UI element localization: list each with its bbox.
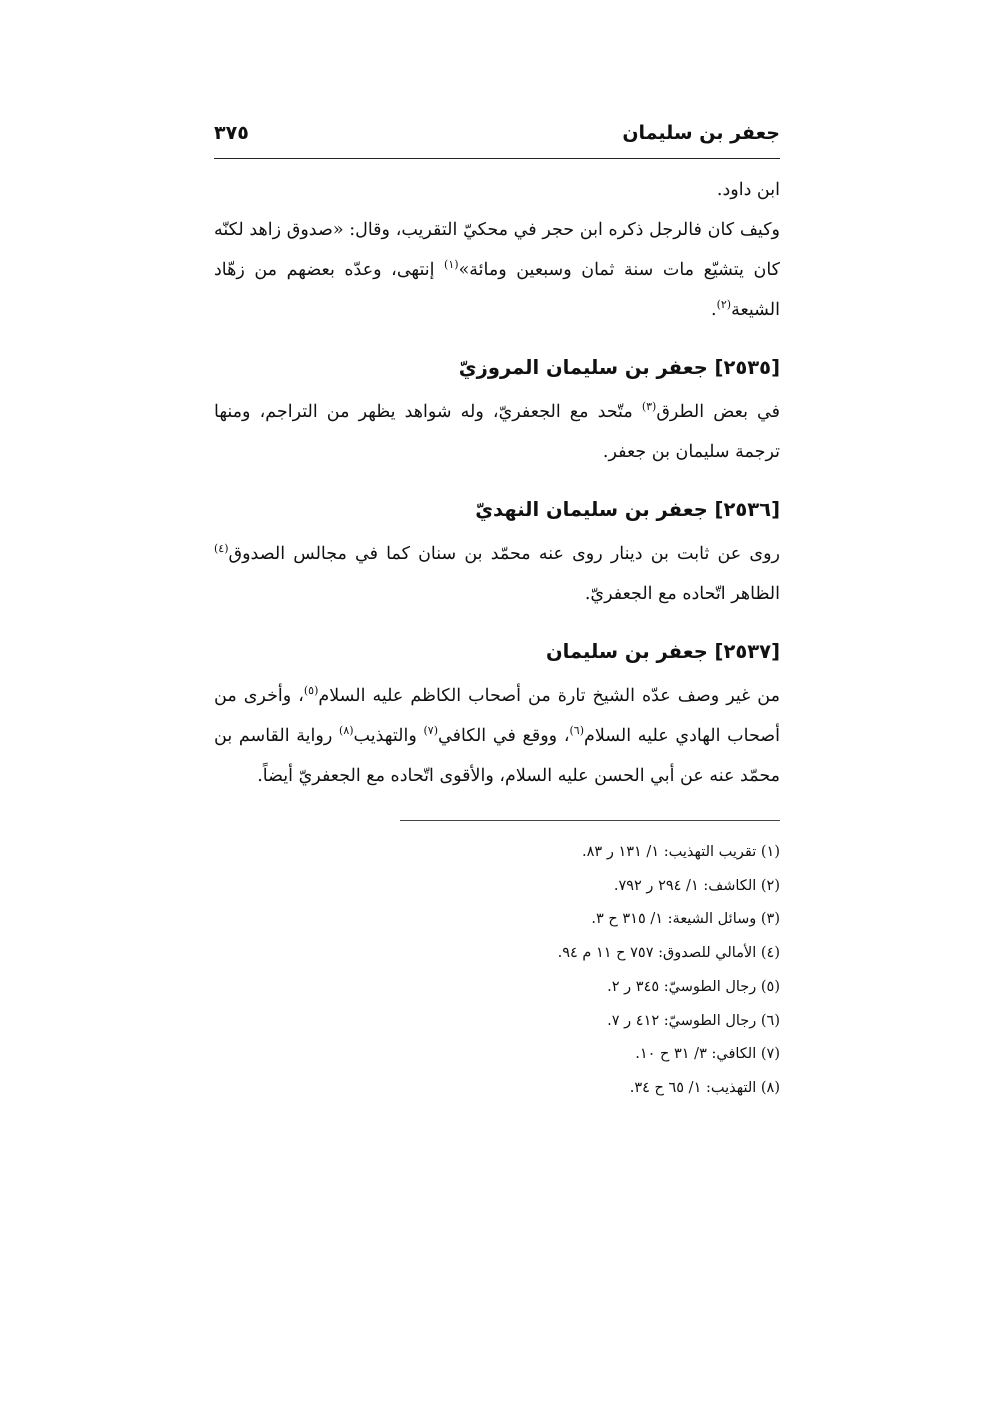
footnote-1: (١) تقريب التهذيب: ١/ ١٣١ ر ٨٣.: [582, 844, 780, 860]
footnote-ref-3[interactable]: (٣): [641, 400, 657, 414]
footnote-ref-7[interactable]: (٧): [423, 724, 439, 738]
text-segment: الظاهر اتّحاده مع الجعفريّ.: [584, 584, 780, 604]
footnote-8: (٨) التهذيب: ١/ ٦٥ ح ٣٤.: [629, 1079, 780, 1096]
footnote-ref-5[interactable]: (٥): [303, 684, 319, 698]
text-segment: وكيف كان فالرجل ذكره ابن حجر في محكيّ التقريب، وقال: «صدوق زاهد لكنّه كان يتشيّع مات سنة ثمان وسبعين ومائة»: [214, 220, 781, 280]
footnote-3: (٣) وسائل الشيعة: ١/ ٣١٥ ح ٣.: [591, 911, 780, 928]
text-segment: إنتهى، وعدّه بعضهم من زهّاد الشيعة: [214, 260, 780, 320]
footnote-6: (٦) رجال الطوسيّ: ٤١٢ ر ٧.: [607, 1012, 780, 1029]
footnote-4: (٤) الأمالي للصدوق: ٧٥٧ ح ١١ م ٩٤.: [557, 945, 780, 962]
text-segment: ، ووقع في الكافي: [438, 726, 570, 746]
footnote-7: (٧) الكافي: ٣/ ٣١ ح ١٠.: [635, 1046, 780, 1063]
entry-text-2536: [214, 534, 780, 614]
footnote-ref-2[interactable]: (٢): [716, 298, 732, 312]
paragraph-ibn-hajar: [214, 210, 780, 330]
text-segment: متّحد مع الجعفريّ، وله شواهد يظهر من التراجم، ومنها ترجمة سليمان بن جعفر.: [214, 402, 780, 462]
entry-title-2537: [٢٥٣٧] جعفر بن سليمان: [545, 640, 780, 663]
paragraph-continuation: ابن داود.: [716, 180, 780, 200]
entry-title-2535: [٢٥٣٥] جعفر بن سليمان المروزيّ: [458, 356, 780, 379]
page-body: [214, 170, 780, 796]
entry-text-2537: [214, 676, 780, 796]
page-number: ٣٧٥: [214, 122, 249, 144]
footnote-ref-1[interactable]: (١): [444, 258, 459, 272]
footnote-ref-8[interactable]: (٨): [339, 724, 354, 738]
footnote-divider: [400, 820, 780, 821]
entry-text-2535: [214, 392, 780, 472]
text-segment: روى عن ثابت بن دينار روى عنه محمّد بن سنان كما في مجالس الصدوق: [228, 544, 780, 564]
footnote-ref-6[interactable]: (٦): [569, 724, 584, 738]
text-segment: رواية القاسم بن محمّد عنه عن أبي الحسن عليه السلام، والأقوى اتّحاده مع الجعفريّ أيضاً.: [214, 726, 780, 786]
footnote-5: (٥) رجال الطوسيّ: ٣٤٥ ر ٢.: [607, 978, 780, 995]
page-header: [214, 118, 780, 159]
text-segment: ، وأخرى من أصحاب الهادي عليه السلام: [214, 686, 781, 746]
text-segment: من غير وصف عدّه الشيخ تارة من أصحاب الكاظم عليه السلام: [318, 686, 780, 706]
entry-title-2536: [٢٥٣٦] جعفر بن سليمان النهديّ: [475, 498, 780, 521]
text-segment: والتهذيب: [353, 726, 424, 746]
running-title: جعفر بن سليمان: [622, 122, 780, 144]
text-segment: .: [710, 300, 717, 320]
footnotes: [214, 836, 780, 1106]
text-segment: في بعض الطرق: [656, 402, 780, 422]
footnote-ref-4[interactable]: (٤): [214, 542, 229, 556]
footnote-2: (٢) الكاشف: ١/ ٢٩٤ ر ٧٩٢.: [613, 877, 780, 894]
